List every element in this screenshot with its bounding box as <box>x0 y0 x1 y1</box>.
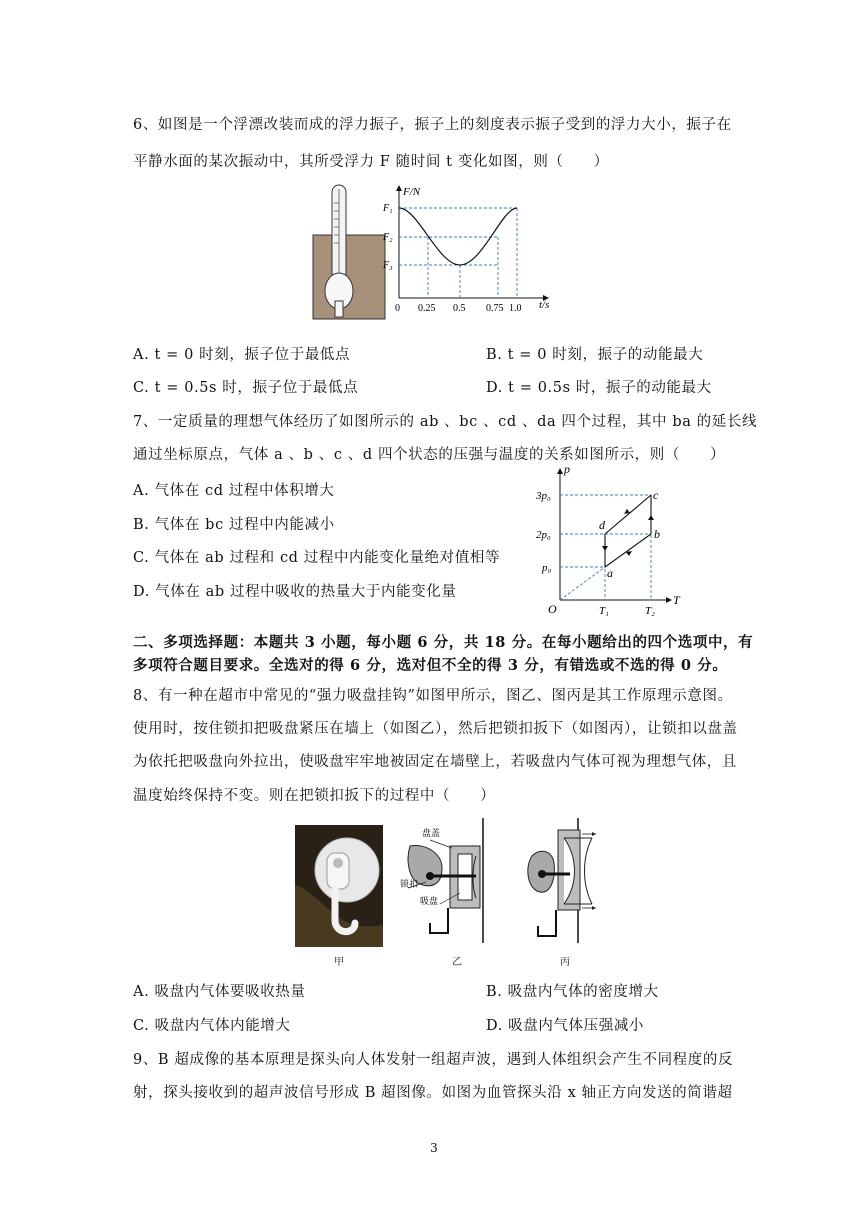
y-tick-f1: F₁ <box>383 203 393 214</box>
origin-label: O <box>548 602 557 616</box>
q6-option-c: C. t = 0.5s 时，振子位于最低点 <box>133 380 359 396</box>
q7-option-b: B. 气体在 bc 过程中内能减小 <box>133 517 335 533</box>
p-axis-label: p <box>564 465 570 476</box>
q8-line-4: 温度始终保持不变。则在把锁扣扳下的过程中（ ） <box>133 788 496 804</box>
pressure-temperature-graph <box>533 465 688 620</box>
point-d-label: d <box>599 518 605 532</box>
force-time-graph <box>378 183 563 318</box>
y-tick-3p0: 3p₀ <box>536 490 551 502</box>
q9-line-1: 9、B 超成像的基本原理是探头向人体发射一组超声波，遇到人体组织会产生不同程度的反 <box>133 1052 734 1068</box>
point-a-label: a <box>607 566 613 580</box>
q6-option-a: A. t = 0 时刻，振子位于最低点 <box>133 347 351 363</box>
x-tick-t2: T₂ <box>645 605 655 617</box>
y-axis-label: F/N <box>403 186 421 198</box>
x-tick-0: 0 <box>395 303 400 314</box>
point-c-label: c <box>653 488 659 502</box>
suction-hook-diagram-pressed <box>400 818 495 943</box>
q6-line-1: 6、如图是一个浮漂改装而成的浮力振子，振子上的刻度表示振子受到的浮力大小，振子在 <box>133 117 732 133</box>
q8-option-a: A. 吸盘内气体要吸收热量 <box>133 984 306 1000</box>
q8-line-3: 为依托把吸盘向外拉出，使吸盘牢牢地被固定在墙壁上，若吸盘内气体可视为理想气体，且 <box>133 754 737 770</box>
label-lock: 锁扣 <box>400 879 419 889</box>
label-lid: 盘盖 <box>422 828 441 838</box>
point-b-label: b <box>654 527 660 541</box>
page-number: 3 <box>430 1141 438 1155</box>
q7-line-1: 7、一定质量的理想气体经历了如图所示的 ab 、bc 、cd 、da 四个过程，其中 ba 的延长线 <box>133 414 758 430</box>
suction-hook-photo <box>295 825 383 947</box>
x-axis-label: t/s <box>539 299 550 311</box>
t-axis-label: T <box>673 593 680 607</box>
q8-line-1: 8、有一种在超市中常见的“强力吸盘挂钩”如图甲所示，图乙、图丙是其工作原理示意图。 <box>133 688 733 704</box>
q8-line-2: 使用时，按住锁扣把吸盘紧压在墙上（如图乙），然后把锁扣扳下（如图丙），让锁扣以盘盖 <box>133 721 738 737</box>
y-tick-f3: F₃ <box>383 260 393 271</box>
x-tick-05: 0.5 <box>453 303 466 314</box>
x-tick-075: 0.75 <box>486 303 504 314</box>
y-tick-f2: F₂ <box>383 232 393 243</box>
fig-label-jia: 甲 <box>334 957 345 968</box>
x-tick-025: 0.25 <box>418 303 436 314</box>
x-tick-t1: T₁ <box>599 605 609 617</box>
x-tick-10: 1.0 <box>509 303 522 314</box>
force-curve <box>399 208 517 265</box>
fig-label-yi: 乙 <box>452 957 463 968</box>
q6-option-b: B. t = 0 时刻，振子的动能最大 <box>486 347 704 363</box>
q8-option-b: B. 吸盘内气体的密度增大 <box>486 984 659 1000</box>
section-2-heading-line-1: 二、多项选择题：本题共 3 小题，每小题 6 分，共 18 分。在每小题给出的四个选项中，有 <box>133 634 754 651</box>
q6-option-d: D. t = 0.5s 时，振子的动能最大 <box>486 380 712 396</box>
q8-option-d: D. 吸盘内气体压强减小 <box>486 1018 645 1034</box>
label-suction-cup: 吸盘 <box>420 896 439 906</box>
q7-line-2: 通过坐标原点，气体 a 、b 、c 、d 四个状态的压强与温度的关系如图所示，则（ ） <box>133 447 726 463</box>
fig-label-bing: 丙 <box>560 957 571 968</box>
q7-option-d: D. 气体在 ab 过程中吸收的热量大于内能变化量 <box>133 584 457 600</box>
y-tick-2p0: 2p₀ <box>536 529 551 541</box>
y-tick-p0: p₀ <box>542 562 552 574</box>
q9-line-2: 射，探头接收到的超声波信号形成 B 超图像。如图为血管探头沿 x 轴正方向发送的简谐超 <box>133 1085 733 1101</box>
q7-option-c: C. 气体在 ab 过程和 cd 过程中内能变化量绝对值相等 <box>133 550 501 566</box>
section-2-heading-line-2: 多项符合题目要求。全选对的得 6 分，选对但不全的得 3 分，有错选或不选的得 0 分。 <box>133 657 728 674</box>
q8-option-c: C. 吸盘内气体内能增大 <box>133 1018 291 1034</box>
q6-line-2: 平静水面的某次振动中，其所受浮力 F 随时间 t 变化如图，则（ ） <box>133 154 609 170</box>
q7-option-a: A. 气体在 cd 过程中体积增大 <box>133 483 335 499</box>
suction-hook-diagram-locked <box>520 818 602 943</box>
